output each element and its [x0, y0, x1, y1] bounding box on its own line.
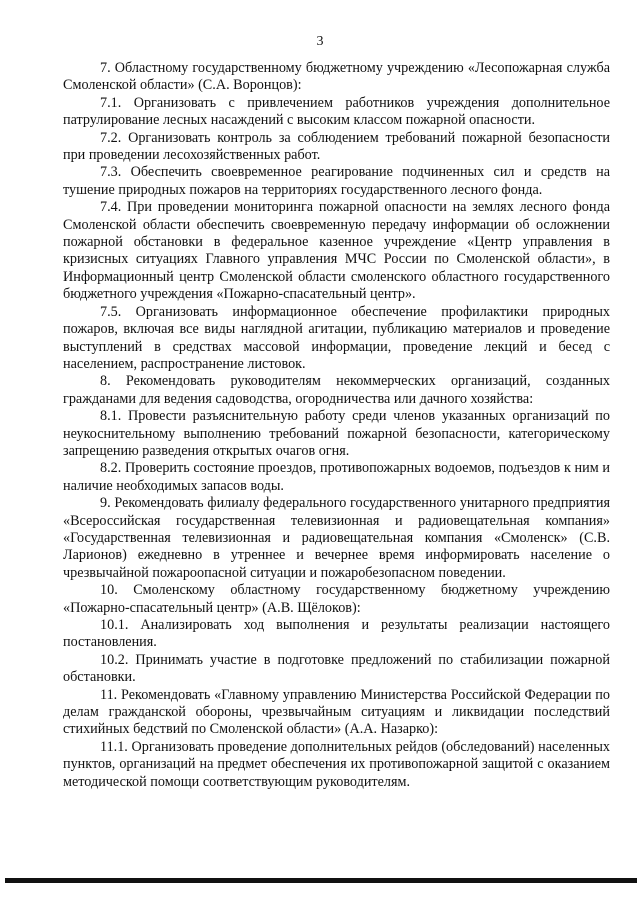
paragraph-11: 11. Рекомендовать «Главному управлению Министерства Российской Федерации по делам гражданской обороны, чрезвычайным ситуациям и ликвидации последствий стихийных бедствий по Смоленской области» (А.А. Назарко):	[63, 686, 610, 738]
paragraph-7-3: 7.3. Обеспечить своевременное реагирование подчиненных сил и средств на тушение природных пожаров на территориях государственного лесного фонда.	[63, 164, 610, 198]
bottom-divider	[5, 878, 637, 883]
paragraph-7-1: 7.1. Организовать с привлечением работников учреждения дополнительное патрулирование лесных насаждений с высоким классом пожарной опасности.	[63, 94, 610, 129]
paragraph-10-2: 10.2. Принимать участие в подготовке предложений по стабилизации пожарной обстановки.	[63, 651, 610, 686]
paragraph-7-5: 7.5. Организовать информационное обеспечение профилактики природных пожаров, включая все виды наглядной агитации, публикацию материалов и проведение выступлений в средствах массовой информации, проведение лекций и бесед с населением, распространение листовок.	[63, 303, 610, 372]
page-number: 3	[316, 34, 324, 49]
paragraph-8-2: 8.2. Проверить состояние проездов, противопожарных водоемов, подъездов к ним и наличие необходимых запасов воды.	[63, 460, 610, 494]
paragraph-7: 7. Областному государственному бюджетному учреждению «Лесопожарная служба Смоленской области» (С.А. Воронцов):	[63, 60, 610, 94]
paragraph-10-1: 10.1. Анализировать ход выполнения и результаты реализации настоящего постановления.	[63, 617, 610, 651]
paragraph-9: 9. Рекомендовать филиалу федерального государственного унитарного предприятия «Всероссийская государственная телевизионная и радиовещательная компания» «Государственная телевизионная и радиовещательная компания «Смоленск» (С.В. Ларионов) ежедневно в утреннее и вечернее время информировать население о чрезвычайной пожароопасной ситуации и пожаробезопасном поведении.	[63, 495, 610, 581]
paragraph-8: 8. Рекомендовать руководителям некоммерческих организаций, созданных гражданами для ведения садоводства, огородничества или дачного хозяйства:	[63, 373, 610, 407]
paragraph-8-1: 8.1. Провести разъяснительную работу среди членов указанных организаций по неукоснительному выполнению требований пожарной безопасности, категорическому запрещению разведения открытых очагов огня.	[63, 408, 610, 459]
paragraph-11-1: 11.1. Организовать проведение дополнительных рейдов (обследований) населенных пунктов, организаций на предмет обеспечения их противопожарной защитой с оказанием методической помощи соответствующим руководителям.	[63, 738, 610, 790]
paragraph-7-2: 7.2. Организовать контроль за соблюдением требований пожарной безопасности при проведении лесохозяйственных работ.	[63, 129, 610, 164]
paragraph-10: 10. Смоленскому областному государственному бюджетному учреждению «Пожарно-спасательный центр» (А.В. Щёлоков):	[63, 582, 610, 616]
document-body	[63, 60, 610, 791]
paragraph-7-4: 7.4. При проведении мониторинга пожарной опасности на землях лесного фонда Смоленской области обеспечить своевременную передачу информации об осложнении пожарной обстановки в федеральное казенное учреждение «Центр управления в кризисных ситуациях Главного управления МЧС России по Смоленской области», в Информационный центр Смоленской области смоленского областного государственного бюджетного учреждения «Пожарно-спасательный центр».	[63, 199, 610, 303]
